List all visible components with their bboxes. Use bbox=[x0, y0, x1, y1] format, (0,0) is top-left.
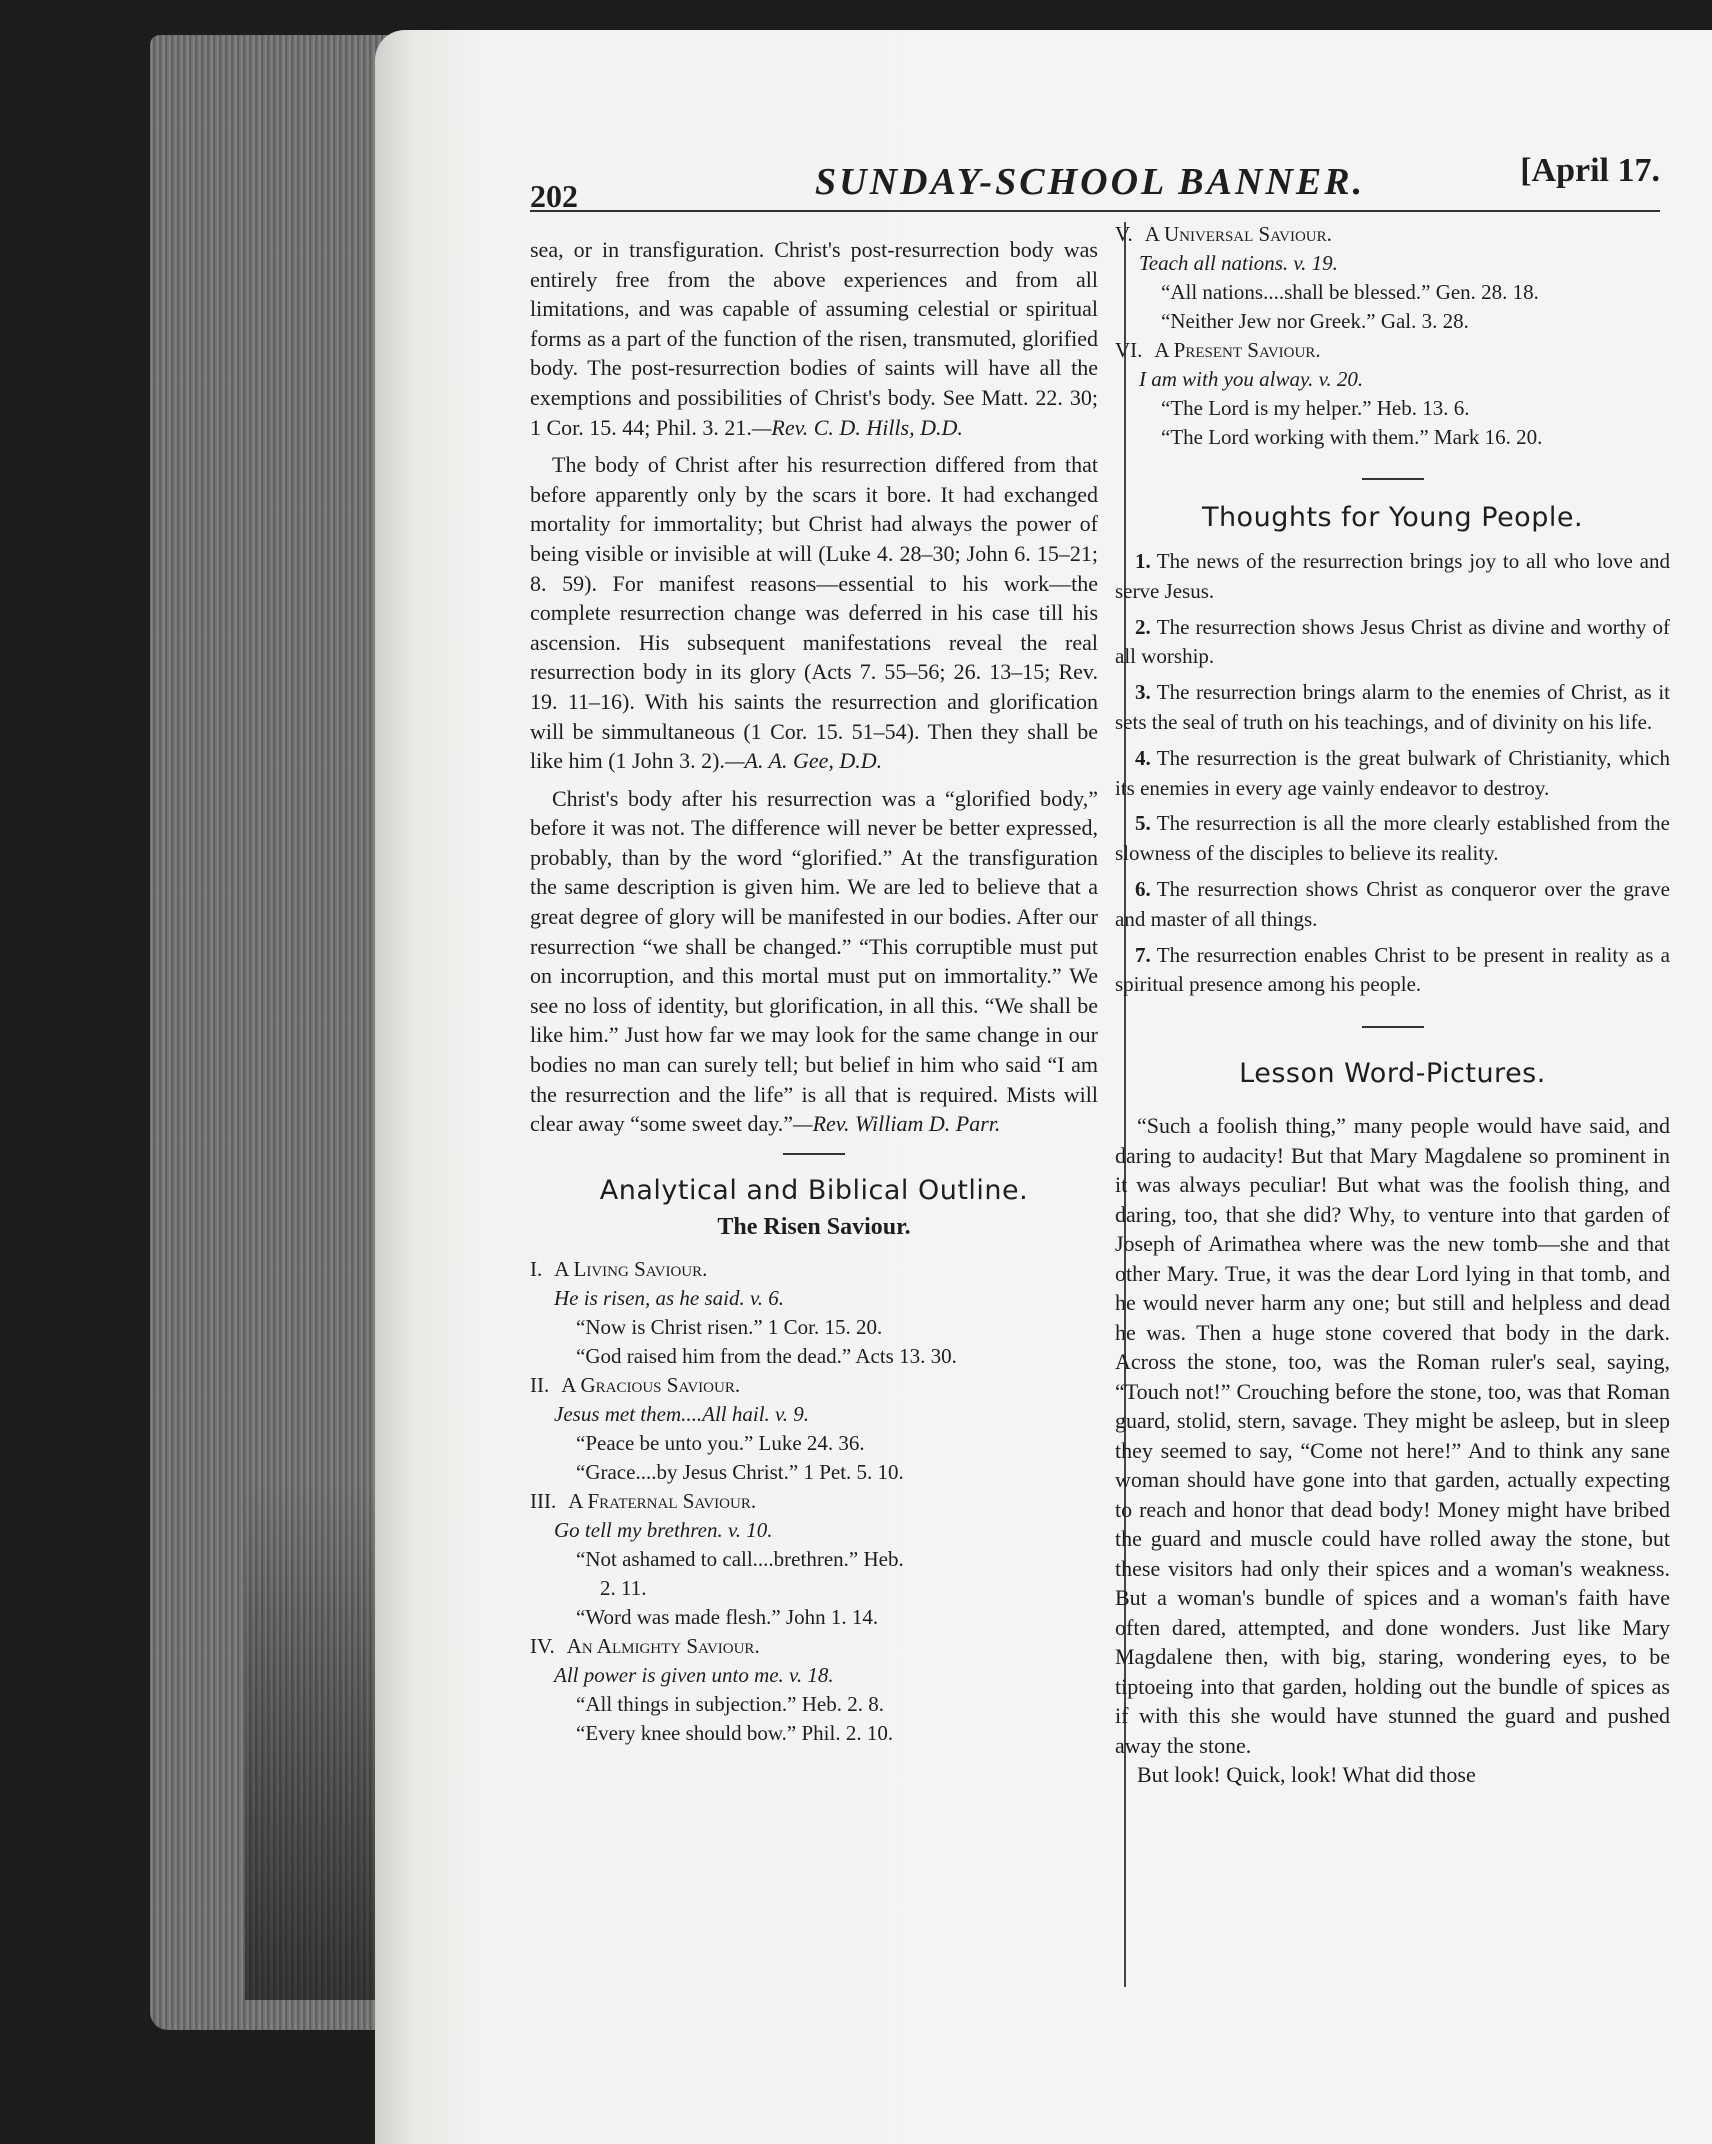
right-column bbox=[1115, 220, 1670, 1790]
outline-item bbox=[530, 1632, 1098, 1748]
word-pictures-title: Lesson Word-Pictures. bbox=[1239, 1058, 1546, 1090]
outline-text: Go tell my brethren. v. 10. bbox=[554, 1517, 773, 1542]
section-rule bbox=[1362, 1026, 1424, 1028]
commentary-paragraph bbox=[530, 784, 1098, 1139]
thoughts-title: Thoughts for Young People. bbox=[1201, 502, 1584, 533]
thought-item bbox=[1115, 678, 1670, 738]
outline-text: He is risen, as he said. v. 6. bbox=[554, 1285, 785, 1310]
thought-text: The resurrection is the great bulwark of Christianity, which its enemies in every age vainly endeavor to destroy. bbox=[1115, 745, 1670, 800]
paragraph-text: The body of Christ after his resurrection differed from that before apparently only by the scars it bore. It had exchanged mortality for immortality; but Christ had always the power of being visible or invisible at will (Luke 4. 28–30; John 6. 15–21; 8. 59). For manifest reasons—essential to his work—the complete resurrection change was deferred in his case till his ascension. His subsequent manifestations reveal the real resurrection body in its glory (Acts 7. 55–56; 26. 13–15; Rev. 19. 11–16). With his saints the resurrection and glorification will be simmultaneous (1 Cor. 15. 51–54). Then they shall be like him (1 John 3. 2). bbox=[530, 452, 1098, 774]
section-rule bbox=[1362, 478, 1424, 480]
thought-text: The resurrection is all the more clearly established from the slowness of the disciples to believe its reality. bbox=[1115, 811, 1670, 866]
outline-number: V. bbox=[1115, 222, 1133, 246]
outline-item bbox=[530, 1255, 1098, 1371]
running-title: SUNDAY-SCHOOL BANNER. bbox=[815, 161, 1366, 203]
outline-ref: “Not ashamed to call....brethren.” Heb. bbox=[576, 1546, 904, 1571]
outline-title: Analytical and Biblical Outline. bbox=[599, 1174, 1029, 1206]
outline-ref: “All nations....shall be blessed.” Gen. 28. 18. bbox=[1161, 280, 1539, 304]
header-date: [April 17. bbox=[1520, 152, 1660, 189]
thought-item bbox=[1115, 744, 1670, 804]
outline-ref: “The Lord is my helper.” Heb. 13. 6. bbox=[1161, 396, 1470, 420]
outline-ref: “The Lord working with them.” Mark 16. 20. bbox=[1161, 425, 1543, 449]
thought-item bbox=[1115, 941, 1670, 1001]
thought-item bbox=[1115, 613, 1670, 673]
outline-text: Teach all nations. v. 19. bbox=[1139, 251, 1338, 275]
thought-text: The resurrection brings alarm to the enemies of Christ, as it sets the seal of truth on his teachings, and of divinity on his life. bbox=[1115, 680, 1670, 734]
outline-heading bbox=[530, 1255, 1098, 1284]
thought-number: 7. bbox=[1135, 942, 1151, 967]
outline-head: A Fraternal Saviour. bbox=[568, 1488, 757, 1513]
thought-item bbox=[1115, 875, 1670, 935]
signature: —A. A. Gee, D.D. bbox=[724, 748, 883, 774]
outline-item bbox=[530, 1371, 1098, 1487]
outline-item bbox=[530, 1487, 1098, 1632]
outline-ref: “Word was made flesh.” John 1. 14. bbox=[576, 1604, 879, 1629]
commentary-paragraph bbox=[530, 450, 1098, 776]
outline-head: A Gracious Saviour. bbox=[561, 1372, 741, 1397]
outline-ref: “Now is Christ risen.” 1 Cor. 15. 20. bbox=[576, 1314, 883, 1339]
outline-head: A Living Saviour. bbox=[554, 1256, 708, 1281]
outline-ref: “Every knee should bow.” Phil. 2. 10. bbox=[576, 1720, 894, 1745]
signature: —Rev. C. D. Hills, D.D. bbox=[751, 414, 963, 440]
page-number: 202 bbox=[530, 178, 578, 214]
outline-text: All power is given unto me. v. 18. bbox=[554, 1662, 834, 1687]
outline-ref: “God raised him from the dead.” Acts 13. 30. bbox=[576, 1343, 957, 1368]
page-header bbox=[530, 150, 1660, 214]
word-pictures-paragraph: “Such a foolish thing,” many people would have said, and daring to audacity! But that Mary Magdalene so prominent in it was always peculiar! But what was the foolish thing, and daring, too, that she did? Why, to venture into that garden of Joseph of Arimathea where was the new tomb—she and that other Mary. True, it was the dear Lord lying in that tomb, and he would never harm any one; but still and helpless and dead he was. Then a huge stone covered that body in the dark. Across the stone, too, was the Roman ruler's seal, saying, “Touch not!” Crouching before the stone, too, was that Roman guard, stolid, stern, savage. They might be asleep, but in sleep they seemed to say, “Come not here!” And to think any sane woman should have gone into that garden, actually expecting to reach and honor that dead body! Money might have bribed the guard and muscle could have rolled away the stone, but these visitors had only their spices and a woman's weakness. But a woman's bundle of spices and a woman's faith have often dared, attempted, and done wonders. Just like Mary Magdalene then, with big, staring, wondering eyes, to be tiptoeing into that garden, holding out the bundle of spices as if with this she would have stunned the guard and pushed away the stone. bbox=[1115, 1113, 1670, 1758]
outline-number: IV. bbox=[530, 1633, 555, 1658]
outline-heading bbox=[530, 1632, 1098, 1661]
outline-ref: “Peace be unto you.” Luke 24. 36. bbox=[576, 1430, 865, 1455]
thought-number: 5. bbox=[1135, 811, 1151, 836]
thought-text: The resurrection shows Christ as conqueror over the grave and master of all things. bbox=[1115, 876, 1670, 931]
word-pictures-paragraph: But look! Quick, look! What did those bbox=[1137, 1762, 1476, 1788]
signature: —Rev. William D. Parr. bbox=[793, 1111, 1001, 1137]
outline-number: II. bbox=[530, 1372, 550, 1397]
outline-item bbox=[1115, 220, 1670, 336]
book-edge-shadow bbox=[245, 1480, 390, 2000]
left-column bbox=[530, 235, 1098, 1748]
thought-text: The news of the resurrection brings joy to all who love and serve Jesus. bbox=[1115, 549, 1670, 603]
outline-item bbox=[1115, 336, 1670, 452]
paragraph-text: Christ's body after his resurrection was a “glorified body,” before it was not. The difference will never be better expressed, probably, than by the word “glorified.” At the transfiguration the same description is given him. We are led to believe that a great degree of glory will be manifested in our bodies. After our resurrection “we shall be changed.” “This corruptible must put on incorruption, and this mortal must put on immortality.” We see no loss of identity, but glorification, in all this. “We shall be like him.” Just how far we may look for the same change in our bodies no man can surely tell; but belief in him who said “I am the resurrection and the life” is all that is required. Mists will clear away “some sweet day.” bbox=[530, 785, 1098, 1137]
outline-heading bbox=[1115, 220, 1670, 249]
outline-number: VI. bbox=[1115, 338, 1143, 362]
outline-number: III. bbox=[530, 1488, 557, 1513]
outline-text: Jesus met them....All hail. v. 9. bbox=[554, 1401, 810, 1426]
outline-heading bbox=[530, 1487, 1098, 1516]
outline-head: An Almighty Saviour. bbox=[566, 1633, 760, 1658]
thought-number: 6. bbox=[1135, 876, 1151, 901]
outline-text: I am with you alway. v. 20. bbox=[1139, 367, 1364, 391]
thought-number: 1. bbox=[1135, 549, 1151, 573]
thought-number: 4. bbox=[1135, 745, 1151, 770]
thought-number: 3. bbox=[1135, 680, 1151, 705]
commentary-paragraph bbox=[530, 235, 1098, 442]
outline-head: A Universal Saviour. bbox=[1144, 222, 1332, 246]
thought-text: The resurrection enables Christ to be present in reality as a spiritual presence among his people. bbox=[1115, 942, 1670, 997]
outline-head: A Present Saviour. bbox=[1154, 338, 1321, 362]
header-rule bbox=[530, 210, 1660, 212]
outline-heading bbox=[530, 1371, 1098, 1400]
outline-ref: 2. 11. bbox=[600, 1575, 647, 1600]
outline-ref: “Neither Jew nor Greek.” Gal. 3. 28. bbox=[1161, 309, 1469, 333]
outline-subtitle: The Risen Saviour. bbox=[717, 1213, 911, 1240]
outline-heading bbox=[1115, 336, 1670, 365]
outline-ref: “Grace....by Jesus Christ.” 1 Pet. 5. 10. bbox=[576, 1459, 904, 1484]
thought-item bbox=[1115, 547, 1670, 607]
thought-text: The resurrection shows Jesus Christ as divine and worthy of all worship. bbox=[1115, 614, 1670, 669]
paragraph-text: sea, or in transfiguration. Christ's post-resurrection body was entirely free from the above experiences and from all limitations, and was capable of assuming celestial or spiritual forms as a part of the function of the risen, transmuted, glorified body. The post-resurrection bodies of saints will have all the exemptions and possibilities of Christ's body. See Matt. 22. 30; 1 Cor. 15. 44; Phil. 3. 21. bbox=[530, 237, 1098, 440]
outline-ref: “All things in subjection.” Heb. 2. 8. bbox=[576, 1691, 884, 1716]
outline-number: I. bbox=[530, 1256, 543, 1281]
section-rule bbox=[783, 1153, 845, 1155]
thought-number: 2. bbox=[1135, 614, 1151, 639]
thought-item bbox=[1115, 809, 1670, 869]
